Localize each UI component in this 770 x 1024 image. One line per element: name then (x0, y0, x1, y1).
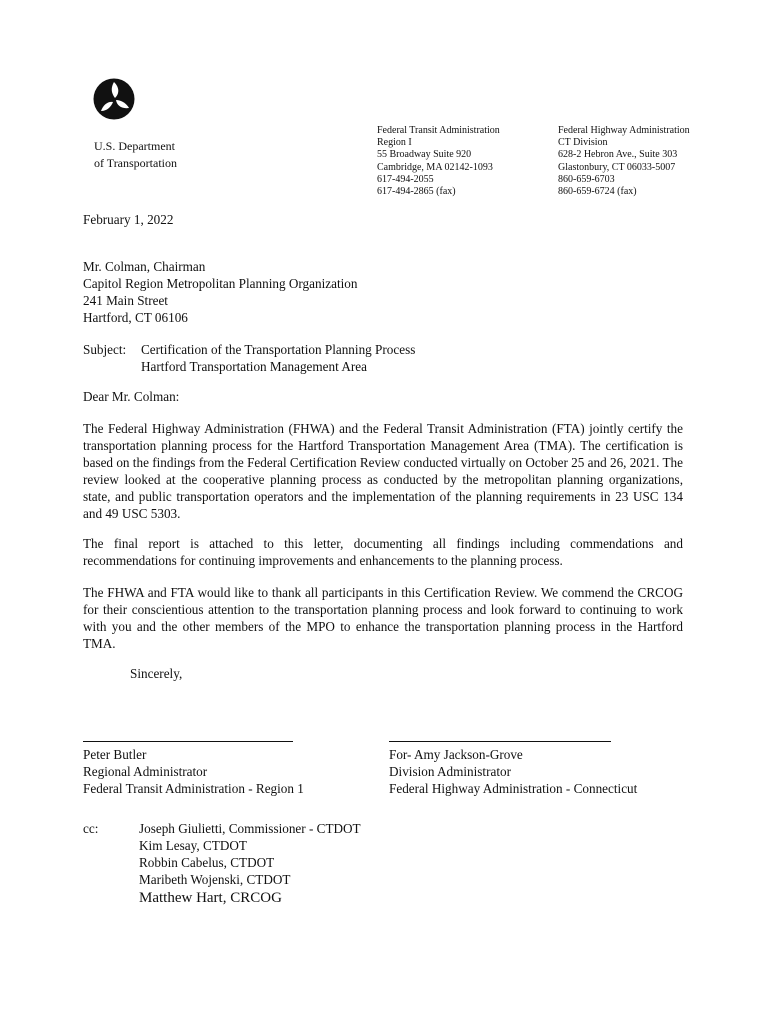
signatory-name: For- Amy Jackson-Grove (389, 747, 523, 762)
signatory-block (83, 746, 304, 797)
fta-address-line: Region I (377, 137, 412, 149)
subject-label: Subject: (83, 342, 127, 357)
fhwa-address-line: 628-2 Hebron Ave., Suite 303 (558, 149, 678, 161)
signature-line (389, 741, 611, 742)
letter-date: February 1, 2022 (83, 212, 174, 227)
signatory-org: Federal Highway Administration - Connecticut (389, 781, 638, 796)
fhwa-address-line: CT Division (558, 137, 608, 149)
signatory-title: Regional Administrator (83, 764, 208, 779)
cc-recipient: Robbin Cabelus, CTDOT (139, 855, 275, 870)
body-paragraph: The final report is attached to this letter, documenting all findings including commendations and recommendations for continuing improvements and enhancements to the planning process. (83, 536, 683, 568)
fhwa-address-line: 860-659-6724 (fax) (558, 186, 637, 198)
department-name (94, 138, 177, 172)
recipient-address (83, 258, 357, 326)
recipient-line: Mr. Colman, Chairman (83, 259, 206, 274)
fhwa-address-line: 860-659-6703 (558, 173, 615, 185)
signatory-block (389, 746, 637, 797)
recipient-line: Capitol Region Metropolitan Planning Organization (83, 276, 358, 291)
body-paragraph: The Federal Highway Administration (FHWA) and the Federal Transit Administration (FTA) jointly certify the transportation planning process for the Hartford Transportation Management Area (TMA). The certification is based on the findings from the Federal Certification Review conducted virtually on October 25 and 26, 2021. The review looked at the cooperative planning process as conducted by the metropolitan planning organizations, state, and public transportation operators and the implementation of the planning requirements in 23 USC 134 and 49 USC 5303. (83, 421, 683, 521)
fhwa-address-line: Federal Highway Administration (558, 125, 690, 136)
cc-recipient: Joseph Giulietti, Commissioner - CTDOT (139, 821, 361, 836)
fta-address-block (377, 125, 500, 198)
cc-list (139, 820, 361, 908)
department-line: of Transportation (94, 156, 178, 170)
cc-label: cc: (83, 821, 99, 836)
fta-address-line: Federal Transit Administration (377, 125, 500, 136)
fhwa-address-line: Glastonbury, CT 06033-5007 (558, 161, 676, 173)
signature-line (83, 741, 293, 742)
fhwa-address-block (558, 125, 690, 198)
dot-logo-icon (93, 78, 135, 120)
fta-address-line: 617-494-2055 (377, 173, 434, 185)
fta-address-line: 55 Broadway Suite 920 (377, 149, 472, 161)
recipient-line: 241 Main Street (83, 293, 168, 308)
salutation: Dear Mr. Colman: (83, 389, 180, 404)
fta-address-line: 617-494-2865 (fax) (377, 186, 456, 198)
signatory-title: Division Administrator (389, 764, 511, 779)
signatory-org: Federal Transit Administration - Region 1 (83, 781, 304, 796)
signatory-name: Peter Butler (83, 747, 147, 762)
subject-line-2: Hartford Transportation Management Area (141, 359, 367, 374)
closing: Sincerely, (130, 666, 183, 681)
department-line: U.S. Department (94, 139, 175, 153)
cc-recipient: Maribeth Wojenski, CTDOT (139, 872, 291, 887)
cc-recipient: Matthew Hart, CRCOG (139, 890, 282, 906)
recipient-line: Hartford, CT 06106 (83, 310, 188, 325)
subject-line-1: Certification of the Transportation Planning Process (141, 342, 416, 357)
subject-block (83, 341, 415, 375)
fta-address-line: Cambridge, MA 02142-1093 (377, 161, 493, 173)
cc-recipient: Kim Lesay, CTDOT (139, 838, 247, 853)
body-paragraph: The FHWA and FTA would like to thank all participants in this Certification Review. We commend the CRCOG for their conscientious attention to the transportation planning process and look forward to continuing to work with you and the other members of the MPO to enhance the transportation planning process in the Hartford TMA. (83, 585, 683, 651)
